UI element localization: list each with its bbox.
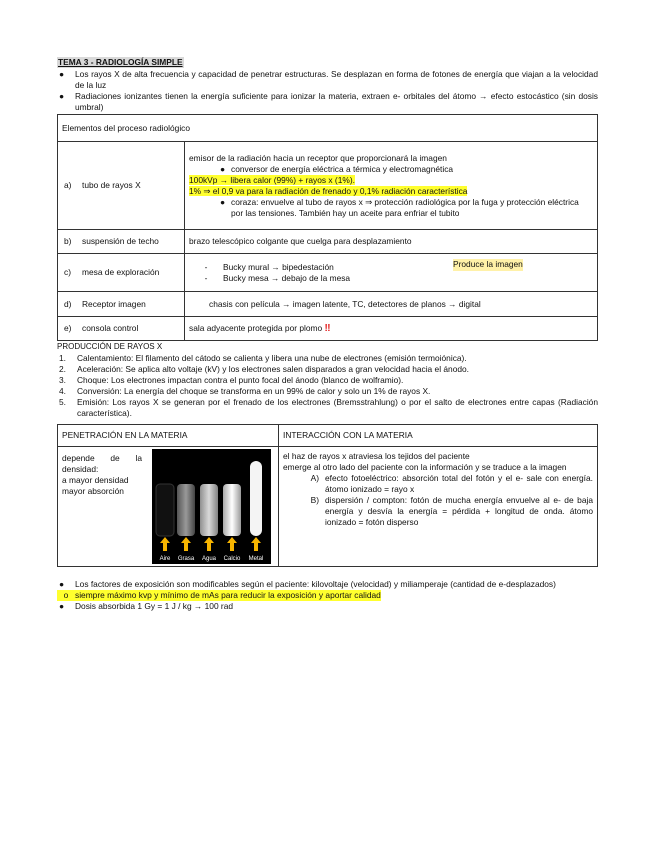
bottle-label: Agua — [201, 555, 217, 562]
production-heading: PRODUCCIÓN DE RAYOS X — [57, 342, 163, 352]
bottle-label: Calcio — [223, 555, 241, 562]
row-label-receptor: d) Receptor imagen — [58, 292, 185, 317]
circle-bullet-icon: o — [57, 590, 75, 601]
interaction-cell: el haz de rayos x atraviesa los tejidos del paciente emerge al otro lado del paciente con la información y se traduce a la imagen A) efecto fotoeléctrico: absorción total del fotón y el e- sale con energía. átomo ionizado = rayo x B) dispersión / compton: fotón de mucha energía envuelve al e- de baja energía y desvía la energía = pérdida + longitud de onda. átomo ionizado = fotón disperso — [279, 446, 598, 566]
elements-table — [57, 114, 598, 341]
list-item: 2. Aceleración: Se aplica alto voltaje (kV) y los electrones salen disparados a gran velocidad hacia el ánodo. — [59, 364, 469, 375]
bullet-icon: ● — [59, 69, 65, 80]
bullet-icon: ● — [219, 197, 225, 208]
list-item: B) dispersión / compton: fotón de mucha energía envuelve al e- de baja energía y desvía la energía = pérdida + longitud de onda. átomo ionizado = fotón disperso — [310, 494, 593, 528]
bottle-label: Aire — [159, 555, 171, 562]
elements-table-header: Elementos del proceso radiológico — [58, 115, 598, 142]
footer-sub-bullet: o siempre máximo kvp y mínimo de mAs para reducir la exposición y aportar calidad — [57, 590, 598, 601]
row-content-receptor: chasis con película → imagen latente, TC, detectores de planos → digital — [185, 292, 598, 317]
row-content-ceiling: brazo telescópico colgante que cuelga para desplazamiento — [185, 230, 598, 254]
produce-image-note: Produce la imagen — [453, 259, 523, 270]
highlight-radiation: 1% ⇒ el 0,9 va para la radiación de frenado y 0,1% radiación característica — [189, 185, 468, 196]
bullet-icon: ● — [59, 578, 65, 589]
bottle-label: Grasa — [177, 555, 195, 562]
penetration-header: PENETRACIÓN EN LA MATERIA — [58, 424, 279, 446]
list-item: 3. Choque: Los electrones impactan contra el punto focal del ánodo (blanco de wolframio). — [59, 375, 404, 386]
row-label-ceiling: b) suspensión de techo — [58, 230, 185, 254]
interaction-table — [57, 424, 598, 567]
warning-icon: ‼ — [324, 323, 331, 335]
list-item: 5. Emisión: Los rayos X se generan por el frenado de los electrones (Bremsstrahlung) o por el salto de electrones entre capas (Radiación característica). — [59, 397, 598, 419]
footer-bullet: ● Los factores de exposición son modificables según el paciente: kilovoltaje (velocidad) y miliamperaje (cantidad de e-desplazados) — [59, 578, 556, 589]
list-item: 1. Calentamiento: El filamento del cátodo se calienta y libera una nube de electrones (emisión termoiónica). — [59, 353, 467, 364]
density-bottles-image — [152, 449, 271, 564]
row-content-tube: emisor de la radiación hacia un receptor que proporcionará la imagen ● conversor de energía eléctrica a térmica y electromagnética 100kVp → libera calor (99%) + rayos x (1%). 1% ⇒ el 0,9 va para la radiación de frenado y 0,1% radiación característica ● coraza: envuelve al tubo de rayos x ⇒ protección radiológica por la fuga y protección eléctrica por las tensiones. También hay un aceite para enfriar el tubito — [185, 142, 598, 230]
footer-bullet: ● Dosis absorbida 1 Gy = 1 J / kg → 100 rad — [59, 600, 234, 611]
list-item: A) efecto fotoeléctrico: absorción total del fotón y el e- sale con energía. átomo ionizado = rayo x — [310, 472, 593, 494]
bullet-icon: ● — [219, 163, 225, 174]
interaction-header: INTERACCIÓN CON LA MATERIA — [279, 424, 598, 446]
row-label-table: c) mesa de exploración — [58, 254, 185, 292]
intro-bullet: ● Radiaciones ionizantes tienen la energía suficiente para ionizar la materia, extraen e- orbitales del átomo → efecto estocástico (sin dosis umbral) — [59, 91, 598, 113]
row-content-table: - Bucky mural → bipedestación - Bucky mesa → debajo de la mesa Produce la imagen — [185, 254, 598, 292]
row-label-tube: a) tubo de rayos X — [58, 142, 185, 230]
bottle-label: Metal — [248, 555, 264, 562]
list-item: 4. Conversión: La energía del choque se transforma en un 99% de calor y solo un 1% de rayos X. — [59, 386, 431, 397]
intro-bullet: ● Los rayos X de alta frecuencia y capacidad de penetrar estructuras. Se desplazan en forma de fotones de energía que viajan a la velocidad de la luz — [59, 69, 598, 91]
penetration-cell: depende de la densidad: a mayor densidad mayor absorción Aire Grasa Agua Calcio Metal — [58, 446, 279, 566]
row-label-console: e) consola control — [58, 317, 185, 341]
row-content-console: sala adyacente protegida por plomo ‼ — [185, 317, 598, 341]
document-page — [57, 57, 598, 612]
doc-title: TEMA 3 - RADIOLOGÍA SIMPLE — [58, 57, 183, 67]
bullet-icon: ● — [59, 600, 65, 611]
highlight-kvp: 100kVp → libera calor (99%) + rayos x (1%). — [189, 174, 355, 185]
bullet-icon: ● — [59, 91, 65, 102]
production-list — [57, 353, 598, 420]
